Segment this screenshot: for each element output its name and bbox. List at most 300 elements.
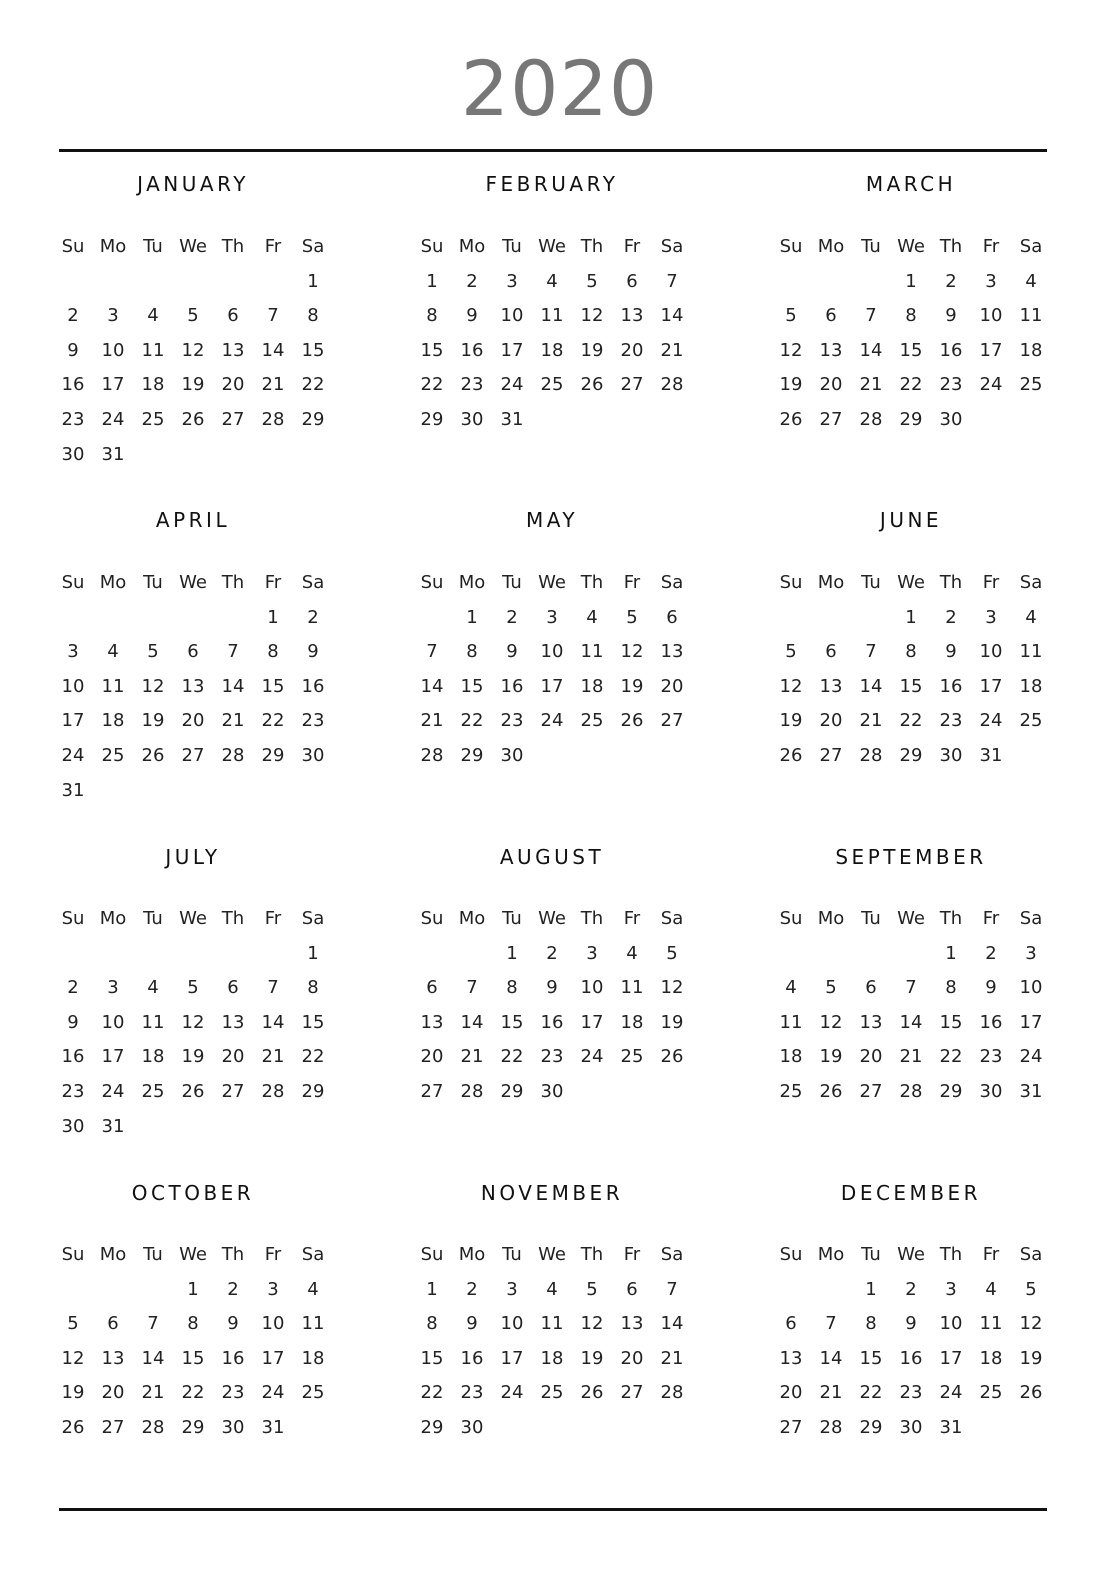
day-cell: 17 [61, 710, 85, 732]
day-cell: 18 [1019, 675, 1043, 697]
weekday-header: Th [580, 572, 604, 593]
day-cell: 22 [301, 374, 325, 396]
day-cell: 5 [825, 977, 837, 999]
day-cell: 18 [979, 1347, 1003, 1369]
month-grid-november [412, 1238, 692, 1446]
day-cell: 13 [779, 1347, 803, 1369]
year-title: 2020 [460, 44, 659, 133]
day-cell: 3 [546, 606, 558, 628]
day-cell: 27 [819, 744, 843, 766]
weekday-header: Su [420, 572, 444, 593]
day-cell: 14 [261, 1011, 285, 1033]
weekday-header: Mo [458, 1244, 486, 1265]
weekday-header: Su [420, 236, 444, 257]
day-cell: 20 [420, 1046, 444, 1068]
weekday-header: Mo [458, 908, 486, 929]
day-cell: 17 [101, 374, 125, 396]
day-cell: 3 [107, 977, 119, 999]
day-cell: 11 [540, 1313, 564, 1335]
day-cell: 17 [500, 339, 524, 361]
empty-cell [891, 937, 931, 972]
day-cell: 24 [101, 1080, 125, 1102]
day-cell: 24 [61, 744, 85, 766]
day-cell: 18 [141, 1046, 165, 1068]
day-cell: 27 [620, 374, 644, 396]
day-cell: 10 [979, 641, 1003, 663]
day-cell: 4 [546, 270, 558, 292]
day-cell: 22 [500, 1046, 524, 1068]
weekday-header: Sa [301, 1244, 325, 1265]
day-cell: 19 [580, 1347, 604, 1369]
day-cell: 5 [187, 977, 199, 999]
day-cell: 4 [546, 1278, 558, 1300]
weekday-header: Tu [502, 572, 522, 593]
day-cell: 1 [905, 270, 917, 292]
day-cell: 8 [426, 1313, 438, 1335]
weekday-header: Tu [502, 236, 522, 257]
day-cell: 13 [620, 1313, 644, 1335]
day-cell: 17 [101, 1046, 125, 1068]
day-cell: 8 [466, 641, 478, 663]
day-cell: 17 [500, 1347, 524, 1369]
day-cell: 13 [660, 641, 684, 663]
day-cell: 18 [580, 675, 604, 697]
day-cell: 15 [859, 1347, 883, 1369]
day-cell: 9 [506, 641, 518, 663]
empty-cell [811, 1273, 851, 1308]
empty-cell [173, 265, 213, 300]
day-cell: 27 [779, 1416, 803, 1438]
day-cell: 16 [540, 1011, 564, 1033]
day-cell: 8 [267, 641, 279, 663]
weekday-header: We [897, 572, 925, 593]
weekday-header: Th [939, 908, 963, 929]
top-divider [59, 149, 1047, 152]
weekday-header: Su [420, 908, 444, 929]
weekday-header: Su [61, 908, 85, 929]
weekday-header: Sa [1019, 572, 1043, 593]
empty-cell [771, 265, 811, 300]
day-cell: 12 [181, 339, 205, 361]
day-cell: 11 [1019, 305, 1043, 327]
day-cell: 16 [61, 1046, 85, 1068]
empty-cell [213, 937, 253, 972]
day-cell: 17 [979, 339, 1003, 361]
day-cell: 11 [580, 641, 604, 663]
day-cell: 28 [460, 1080, 484, 1102]
day-cell: 7 [426, 641, 438, 663]
day-cell: 15 [899, 339, 923, 361]
day-cell: 2 [985, 942, 997, 964]
day-cell: 16 [979, 1011, 1003, 1033]
day-cell: 13 [859, 1011, 883, 1033]
day-cell: 3 [586, 942, 598, 964]
day-cell: 25 [301, 1382, 325, 1404]
day-cell: 19 [580, 339, 604, 361]
day-cell: 1 [945, 942, 957, 964]
day-cell: 3 [267, 1278, 279, 1300]
day-cell: 9 [67, 1011, 79, 1033]
weekday-header: Fr [982, 908, 1000, 929]
day-cell: 30 [301, 744, 325, 766]
day-cell: 7 [666, 270, 678, 292]
weekday-header: Su [779, 572, 803, 593]
day-cell: 21 [141, 1382, 165, 1404]
day-cell: 23 [939, 374, 963, 396]
day-cell: 17 [939, 1347, 963, 1369]
day-cell: 12 [61, 1347, 85, 1369]
day-cell: 1 [187, 1278, 199, 1300]
month-name-august: AUGUST [499, 845, 605, 869]
day-cell: 21 [261, 1046, 285, 1068]
weekday-header: Mo [458, 572, 486, 593]
weekday-header: Mo [817, 572, 845, 593]
month-name-february: FEBRUARY [485, 172, 619, 196]
day-cell: 21 [660, 339, 684, 361]
day-cell: 24 [580, 1046, 604, 1068]
month-name-january: JANUARY [137, 172, 249, 196]
day-cell: 7 [666, 1278, 678, 1300]
day-cell: 14 [460, 1011, 484, 1033]
bottom-divider [59, 1508, 1047, 1511]
day-cell: 6 [227, 977, 239, 999]
day-cell: 24 [500, 1382, 524, 1404]
empty-cell [173, 601, 213, 636]
month-name-november: NOVEMBER [480, 1181, 624, 1205]
empty-cell [253, 265, 293, 300]
month-name-december: DECEMBER [840, 1181, 982, 1205]
day-cell: 2 [466, 270, 478, 292]
day-cell: 1 [307, 942, 319, 964]
day-cell: 19 [141, 710, 165, 732]
day-cell: 22 [859, 1382, 883, 1404]
day-cell: 10 [61, 675, 85, 697]
day-cell: 25 [580, 710, 604, 732]
day-cell: 9 [466, 305, 478, 327]
weekday-header: Tu [143, 908, 163, 929]
weekday-header: Mo [458, 236, 486, 257]
empty-cell [173, 937, 213, 972]
weekday-header: Mo [99, 908, 127, 929]
weekday-header: We [179, 1244, 207, 1265]
day-cell: 29 [899, 408, 923, 430]
day-cell: 7 [825, 1313, 837, 1335]
day-cell: 1 [426, 1278, 438, 1300]
day-cell: 10 [500, 305, 524, 327]
weekday-header: We [897, 236, 925, 257]
weekday-header: Su [61, 236, 85, 257]
day-cell: 2 [905, 1278, 917, 1300]
day-cell: 8 [307, 977, 319, 999]
day-cell: 7 [147, 1313, 159, 1335]
weekday-header: Tu [502, 1244, 522, 1265]
empty-cell [93, 937, 133, 972]
empty-cell [851, 601, 891, 636]
day-cell: 1 [426, 270, 438, 292]
day-cell: 7 [905, 977, 917, 999]
day-cell: 19 [181, 374, 205, 396]
day-cell: 7 [865, 305, 877, 327]
day-cell: 30 [540, 1080, 564, 1102]
day-cell: 15 [899, 675, 923, 697]
day-cell: 9 [67, 339, 79, 361]
day-cell: 19 [181, 1046, 205, 1068]
day-cell: 22 [261, 710, 285, 732]
day-cell: 25 [1019, 710, 1043, 732]
day-cell: 12 [580, 1313, 604, 1335]
day-cell: 20 [819, 710, 843, 732]
day-cell: 16 [301, 675, 325, 697]
day-cell: 6 [825, 305, 837, 327]
day-cell: 1 [307, 270, 319, 292]
weekday-header: Th [939, 1244, 963, 1265]
weekday-header: Su [61, 1244, 85, 1265]
day-cell: 26 [779, 408, 803, 430]
day-cell: 16 [221, 1347, 245, 1369]
month-grid-june [771, 566, 1051, 774]
day-cell: 1 [865, 1278, 877, 1300]
day-cell: 6 [626, 270, 638, 292]
day-cell: 5 [67, 1313, 79, 1335]
month-name-may: MAY [525, 508, 579, 532]
weekday-header: Sa [1019, 236, 1043, 257]
day-cell: 29 [420, 1416, 444, 1438]
weekday-header: Tu [143, 1244, 163, 1265]
day-cell: 26 [181, 408, 205, 430]
day-cell: 20 [181, 710, 205, 732]
empty-cell [452, 937, 492, 972]
day-cell: 25 [101, 744, 125, 766]
day-cell: 21 [859, 710, 883, 732]
day-cell: 28 [859, 408, 883, 430]
empty-cell [771, 601, 811, 636]
day-cell: 21 [420, 710, 444, 732]
empty-cell [53, 601, 93, 636]
day-cell: 16 [460, 339, 484, 361]
day-cell: 24 [979, 374, 1003, 396]
day-cell: 27 [819, 408, 843, 430]
day-cell: 29 [899, 744, 923, 766]
day-cell: 1 [506, 942, 518, 964]
day-cell: 21 [899, 1046, 923, 1068]
day-cell: 26 [61, 1416, 85, 1438]
weekday-header: Mo [817, 908, 845, 929]
day-cell: 26 [620, 710, 644, 732]
day-cell: 10 [1019, 977, 1043, 999]
day-cell: 19 [779, 374, 803, 396]
day-cell: 25 [141, 1080, 165, 1102]
month-grid-december [771, 1238, 1051, 1446]
weekday-header: Th [939, 572, 963, 593]
empty-cell [851, 265, 891, 300]
weekday-header: Tu [861, 908, 881, 929]
day-cell: 2 [945, 270, 957, 292]
day-cell: 29 [420, 408, 444, 430]
day-cell: 27 [660, 710, 684, 732]
weekday-header: Tu [861, 572, 881, 593]
day-cell: 10 [939, 1313, 963, 1335]
day-cell: 3 [506, 270, 518, 292]
day-cell: 4 [147, 977, 159, 999]
month-name-april: APRIL [155, 508, 231, 532]
weekday-header: We [538, 572, 566, 593]
day-cell: 13 [221, 1011, 245, 1033]
day-cell: 22 [939, 1046, 963, 1068]
weekday-header: Fr [623, 572, 641, 593]
day-cell: 4 [1025, 606, 1037, 628]
day-cell: 18 [101, 710, 125, 732]
month-grid-april [53, 566, 333, 808]
weekday-header: Su [779, 236, 803, 257]
day-cell: 3 [1025, 942, 1037, 964]
day-cell: 22 [899, 710, 923, 732]
day-cell: 8 [506, 977, 518, 999]
day-cell: 9 [466, 1313, 478, 1335]
weekday-header: We [179, 908, 207, 929]
day-cell: 24 [540, 710, 564, 732]
day-cell: 5 [1025, 1278, 1037, 1300]
day-cell: 13 [181, 675, 205, 697]
day-cell: 9 [945, 305, 957, 327]
day-cell: 28 [660, 1382, 684, 1404]
empty-cell [93, 601, 133, 636]
day-cell: 24 [1019, 1046, 1043, 1068]
day-cell: 16 [939, 339, 963, 361]
day-cell: 7 [267, 305, 279, 327]
day-cell: 15 [181, 1347, 205, 1369]
day-cell: 4 [1025, 270, 1037, 292]
day-cell: 14 [819, 1347, 843, 1369]
day-cell: 30 [939, 408, 963, 430]
weekday-header: Tu [143, 236, 163, 257]
day-cell: 10 [101, 339, 125, 361]
day-cell: 18 [779, 1046, 803, 1068]
day-cell: 20 [859, 1046, 883, 1068]
weekday-header: Fr [264, 572, 282, 593]
day-cell: 13 [819, 675, 843, 697]
day-cell: 4 [307, 1278, 319, 1300]
month-grid-september [771, 902, 1051, 1110]
weekday-header: Th [221, 1244, 245, 1265]
day-cell: 24 [979, 710, 1003, 732]
day-cell: 1 [267, 606, 279, 628]
day-cell: 4 [985, 1278, 997, 1300]
day-cell: 5 [586, 270, 598, 292]
day-cell: 29 [261, 744, 285, 766]
day-cell: 23 [61, 408, 85, 430]
day-cell: 21 [819, 1382, 843, 1404]
day-cell: 12 [779, 339, 803, 361]
day-cell: 26 [181, 1080, 205, 1102]
day-cell: 28 [221, 744, 245, 766]
day-cell: 24 [101, 408, 125, 430]
empty-cell [412, 937, 452, 972]
day-cell: 23 [301, 710, 325, 732]
weekday-header: Mo [99, 572, 127, 593]
day-cell: 20 [221, 374, 245, 396]
day-cell: 1 [466, 606, 478, 628]
day-cell: 10 [540, 641, 564, 663]
day-cell: 20 [101, 1382, 125, 1404]
day-cell: 14 [899, 1011, 923, 1033]
weekday-header: Fr [982, 236, 1000, 257]
empty-cell [53, 937, 93, 972]
day-cell: 6 [785, 1313, 797, 1335]
day-cell: 15 [500, 1011, 524, 1033]
month-grid-february [412, 230, 692, 438]
day-cell: 19 [61, 1382, 85, 1404]
day-cell: 6 [825, 641, 837, 663]
day-cell: 8 [905, 305, 917, 327]
day-cell: 2 [307, 606, 319, 628]
day-cell: 25 [141, 408, 165, 430]
day-cell: 5 [666, 942, 678, 964]
day-cell: 26 [141, 744, 165, 766]
day-cell: 6 [426, 977, 438, 999]
day-cell: 16 [460, 1347, 484, 1369]
day-cell: 15 [420, 339, 444, 361]
day-cell: 27 [221, 1080, 245, 1102]
weekday-header: Fr [264, 908, 282, 929]
empty-cell [53, 1273, 93, 1308]
day-cell: 19 [1019, 1347, 1043, 1369]
weekday-header: Mo [817, 1244, 845, 1265]
day-cell: 28 [420, 744, 444, 766]
day-cell: 23 [460, 374, 484, 396]
day-cell: 25 [979, 1382, 1003, 1404]
day-cell: 28 [141, 1416, 165, 1438]
day-cell: 15 [261, 675, 285, 697]
day-cell: 12 [141, 675, 165, 697]
empty-cell [133, 1273, 173, 1308]
day-cell: 21 [460, 1046, 484, 1068]
empty-cell [412, 601, 452, 636]
day-cell: 18 [1019, 339, 1043, 361]
day-cell: 14 [261, 339, 285, 361]
day-cell: 22 [420, 374, 444, 396]
empty-cell [771, 1273, 811, 1308]
day-cell: 19 [819, 1046, 843, 1068]
empty-cell [93, 265, 133, 300]
empty-cell [811, 265, 851, 300]
day-cell: 6 [187, 641, 199, 663]
day-cell: 23 [899, 1382, 923, 1404]
month-name-october: OCTOBER [131, 1181, 255, 1205]
day-cell: 14 [221, 675, 245, 697]
day-cell: 15 [301, 1011, 325, 1033]
day-cell: 30 [61, 443, 85, 465]
day-cell: 9 [307, 641, 319, 663]
day-cell: 29 [939, 1080, 963, 1102]
weekday-header: Th [580, 1244, 604, 1265]
day-cell: 14 [660, 305, 684, 327]
day-cell: 12 [779, 675, 803, 697]
month-grid-august [412, 902, 692, 1110]
day-cell: 6 [865, 977, 877, 999]
empty-cell [851, 937, 891, 972]
day-cell: 29 [301, 1080, 325, 1102]
day-cell: 6 [227, 305, 239, 327]
day-cell: 18 [141, 374, 165, 396]
day-cell: 25 [1019, 374, 1043, 396]
day-cell: 27 [221, 408, 245, 430]
day-cell: 24 [261, 1382, 285, 1404]
day-cell: 2 [506, 606, 518, 628]
day-cell: 14 [660, 1313, 684, 1335]
day-cell: 30 [460, 1416, 484, 1438]
weekday-header: Fr [623, 1244, 641, 1265]
day-cell: 8 [307, 305, 319, 327]
